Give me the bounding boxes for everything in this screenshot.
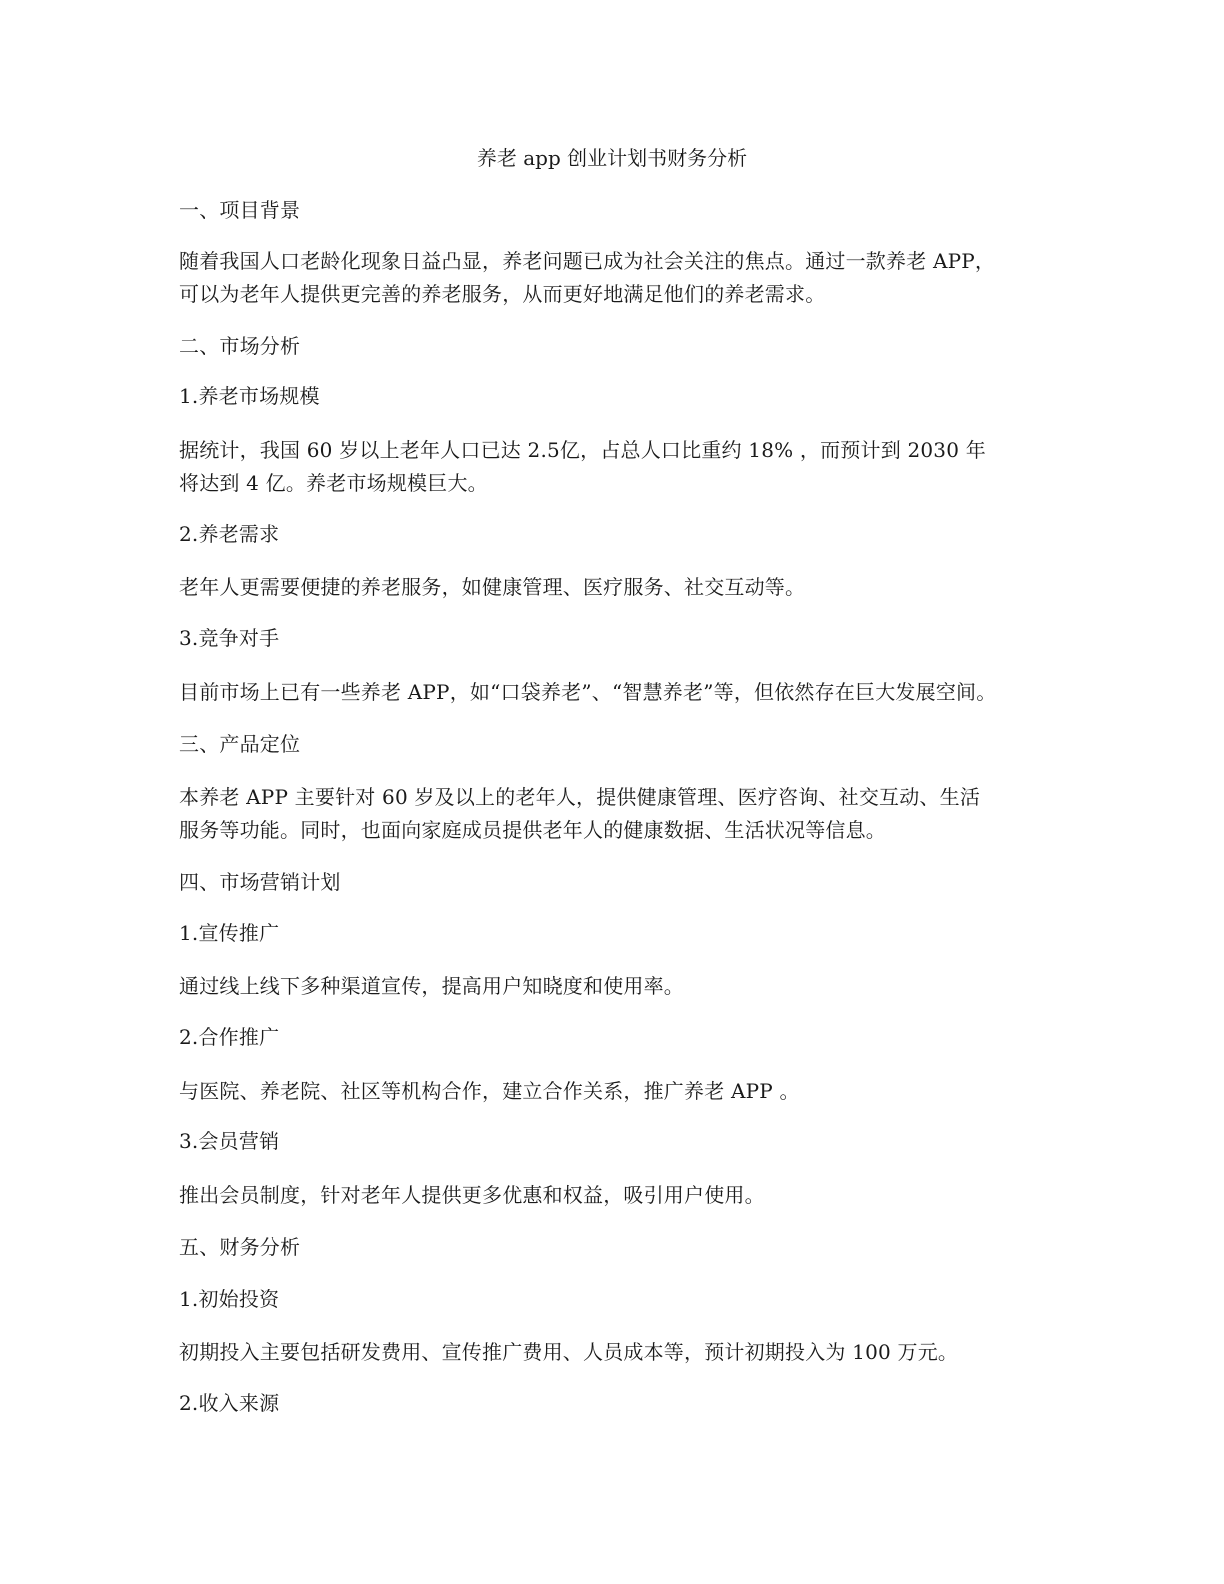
- paragraph-promotion: 通过线上线下多种渠道宣传，提高用户知晓度和使用率。: [179, 974, 684, 998]
- section-heading-background: 一、项目背景: [179, 198, 301, 222]
- subheading-revenue-sources: 2.收入来源: [179, 1391, 280, 1415]
- subheading-initial-investment: 1.初始投资: [179, 1287, 280, 1311]
- subheading-cooperation: 2.合作推广: [179, 1025, 280, 1049]
- paragraph-initial-investment: 初期投入主要包括研发费用、宣传推广费用、人员成本等，预计初期投入为 100 万元。: [179, 1340, 959, 1364]
- subheading-market-size: 1.养老市场规模: [179, 384, 320, 408]
- subheading-membership: 3.会员营销: [179, 1129, 280, 1153]
- paragraph-membership: 推出会员制度，针对老年人提供更多优惠和权益，吸引用户使用。: [179, 1183, 765, 1207]
- paragraph-background-line-2: 可以为老年人提供更完善的养老服务，从而更好地满足他们的养老需求。: [179, 282, 826, 306]
- section-heading-market-analysis: 二、市场分析: [179, 334, 301, 358]
- section-heading-marketing-plan: 四、市场营销计划: [179, 870, 341, 894]
- paragraph-positioning-line-1: 本养老 APP 主要针对 60 岁及以上的老年人，提供健康管理、医疗咨询、社交互动、生活: [179, 785, 981, 809]
- paragraph-competitors: 目前市场上已有一些养老 APP，如“口袋养老”、“智慧养老”等，但依然存在巨大发展空间。: [179, 680, 997, 704]
- paragraph-market-size-line-2: 将达到 4 亿。养老市场规模巨大。: [179, 471, 488, 495]
- document-title: 养老 app 创业计划书财务分析: [476, 146, 748, 170]
- section-heading-product-positioning: 三、产品定位: [179, 732, 301, 756]
- paragraph-positioning-line-2: 服务等功能。同时，也面向家庭成员提供老年人的健康数据、生活状况等信息。: [179, 818, 886, 842]
- subheading-competitors: 3.竞争对手: [179, 626, 280, 650]
- paragraph-background-line-1: 随着我国人口老龄化现象日益凸显，养老问题已成为社会关注的焦点。通过一款养老 APP，: [179, 249, 996, 273]
- paragraph-cooperation: 与医院、养老院、社区等机构合作，建立合作关系，推广养老 APP 。: [179, 1079, 800, 1103]
- subheading-elderly-demand: 2.养老需求: [179, 522, 280, 546]
- section-heading-financial-analysis: 五、财务分析: [179, 1235, 301, 1259]
- paragraph-elderly-demand: 老年人更需要便捷的养老服务，如健康管理、医疗服务、社交互动等。: [179, 575, 806, 599]
- paragraph-market-size-line-1: 据统计，我国 60 岁以上老年人口已达 2.5亿，占总人口比重约 18% ，而预计到 2030 年: [179, 438, 986, 462]
- subheading-promotion: 1.宣传推广: [179, 921, 280, 945]
